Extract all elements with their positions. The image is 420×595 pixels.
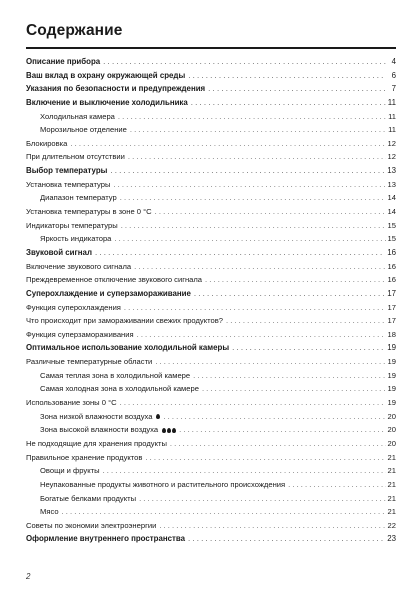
toc-entry-label: Различные температурные области	[26, 357, 153, 367]
toc-entry-label: Что происходит при замораживании свежих продуктов?	[26, 316, 223, 326]
toc-entry-label: Правильное хранение продуктов	[26, 452, 143, 462]
toc-entry-page: 7	[391, 84, 396, 94]
dot-leader	[288, 478, 385, 492]
toc-entry-page: 21	[387, 466, 396, 476]
toc-entry-page: 22	[387, 520, 396, 530]
toc-entry-page: 14	[387, 207, 396, 217]
toc-entry[interactable]	[26, 355, 396, 369]
toc-entry-page: 13	[387, 166, 396, 176]
toc-entry[interactable]	[26, 110, 396, 124]
toc-entry[interactable]	[26, 369, 396, 383]
dot-leader	[103, 55, 386, 69]
toc-entry-label: Яркость индикатора	[40, 234, 112, 244]
dot-leader	[208, 82, 386, 96]
toc-entry-label: Звуковой сигнал	[26, 247, 92, 257]
toc-entry[interactable]	[26, 232, 396, 246]
dot-leader	[170, 437, 386, 451]
toc-entry-page: 23	[387, 534, 396, 544]
toc-entry-page: 12	[387, 138, 396, 148]
toc-entry-label: Оптимальное использование холодильной камеры	[26, 343, 230, 353]
toc-entry-page: 15	[387, 220, 396, 230]
dot-leader	[124, 301, 386, 315]
dot-leader	[110, 164, 385, 178]
toc-entry-page: 15	[387, 234, 396, 244]
dot-leader	[134, 260, 385, 274]
toc-entry-label: Указания по безопасности и предупреждения	[26, 84, 206, 94]
page-title: Содержание	[26, 22, 123, 39]
toc-entry-label: Суперохлаждение и суперзамораживание	[26, 288, 191, 298]
toc-entry-label: Зона высокой влажности воздуха	[40, 425, 159, 435]
toc-entry[interactable]	[26, 246, 396, 260]
dot-leader	[70, 137, 385, 151]
dot-leader	[118, 110, 386, 124]
toc-entry[interactable]	[26, 382, 396, 396]
dot-leader	[120, 396, 386, 410]
dot-leader	[155, 205, 386, 219]
toc-entry-page: 4	[391, 57, 396, 66]
toc-entry-page: 17	[387, 288, 396, 298]
toc-entry-page: 20	[387, 411, 396, 421]
toc-entry-label: Не подходящие для хранения продукты	[26, 438, 167, 448]
toc-entry[interactable]	[26, 150, 396, 164]
toc-entry-page: 21	[387, 493, 396, 503]
toc-entry[interactable]	[26, 123, 396, 137]
toc-entry-label: Установка температуры	[26, 179, 111, 189]
dot-leader	[226, 314, 386, 328]
toc-entry-page: 16	[387, 247, 396, 257]
toc-entry-page: 19	[387, 398, 396, 408]
toc-entry-label: Включение звукового сигнала	[26, 261, 132, 271]
dot-leader	[120, 191, 386, 205]
dot-leader	[155, 355, 385, 369]
toc-entry-page: 11	[387, 97, 396, 107]
toc-entry[interactable]	[26, 341, 396, 355]
toc-entry-page: 20	[387, 425, 396, 435]
toc-entry-page: 11	[388, 111, 396, 121]
toc-entry-page: 19	[387, 343, 396, 353]
toc-entry-label: Овощи и фрукты	[40, 466, 100, 476]
toc-entry[interactable]	[26, 82, 396, 96]
toc-entry[interactable]	[26, 396, 396, 410]
humidity-drop-icon	[155, 410, 160, 424]
toc-entry-page: 11	[388, 125, 396, 135]
toc-entry[interactable]	[26, 178, 396, 192]
toc-entry[interactable]	[26, 464, 396, 478]
toc-entry[interactable]	[26, 519, 396, 533]
toc-entry-page: 12	[387, 152, 396, 162]
toc-entry[interactable]	[26, 191, 396, 205]
dot-leader	[232, 341, 385, 355]
toc-entry[interactable]	[26, 437, 396, 451]
toc-entry[interactable]	[26, 260, 396, 274]
toc-entry[interactable]	[26, 137, 396, 151]
toc-entry[interactable]	[26, 478, 396, 492]
toc-entry-page: 19	[387, 384, 396, 394]
toc-entry-page: 18	[387, 329, 396, 339]
dot-leader	[62, 505, 386, 519]
toc-entry-label: Оформление внутреннего пространства	[26, 534, 186, 544]
toc-entry-page: 6	[391, 70, 396, 80]
toc-entry-label: Диапазон температур	[40, 193, 117, 203]
toc-entry-label: Самая холодная зона в холодильной камере	[40, 384, 199, 394]
humidity-drop-icon	[161, 423, 176, 437]
dot-leader	[121, 219, 386, 233]
toc-entry[interactable]	[26, 273, 396, 287]
toc-entry-label: Зона низкой влажности воздуха	[40, 411, 153, 421]
dot-leader	[205, 273, 386, 287]
toc-entry-label: Функция суперохлаждения	[26, 302, 121, 312]
toc-entry[interactable]	[26, 164, 396, 178]
toc-entry-label: Преждевременное отключение звукового сигнала	[26, 275, 203, 285]
toc-entry[interactable]	[26, 423, 396, 437]
toc-entry-label: Включение и выключение холодильника	[26, 97, 188, 107]
toc-entry-page: 16	[387, 261, 396, 271]
dot-leader	[191, 96, 386, 110]
toc-entry-page: 21	[387, 452, 396, 462]
toc-entry-label: Морозильное отделение	[40, 125, 127, 135]
toc-entry-label: Советы по экономии электроэнергии	[26, 520, 157, 530]
dot-leader	[194, 287, 385, 301]
toc-entry-label: Неупакованные продукты животного и растительного происхождения	[40, 479, 286, 489]
dot-leader	[103, 464, 386, 478]
toc-entry-label: Холодильная камера	[40, 111, 115, 121]
toc-entry-label: Функция суперзамораживания	[26, 329, 134, 339]
toc-entry-label: Выбор температуры	[26, 166, 108, 176]
dot-leader	[113, 178, 385, 192]
dot-leader	[128, 150, 386, 164]
page-number: 2	[26, 572, 31, 581]
dot-leader	[95, 246, 385, 260]
toc-entry[interactable]	[26, 287, 396, 301]
toc-entry[interactable]	[26, 410, 396, 424]
toc-entry-page: 19	[387, 370, 396, 380]
toc-entry[interactable]	[26, 205, 396, 219]
toc-entry[interactable]	[26, 532, 396, 546]
toc-entry-label: Блокировка	[26, 138, 68, 148]
toc-entry-page: 20	[387, 438, 396, 448]
dot-leader	[179, 423, 385, 437]
table-of-contents	[26, 55, 396, 546]
dot-leader	[137, 328, 386, 342]
dot-leader	[159, 519, 385, 533]
dot-leader	[145, 451, 385, 465]
dot-leader	[188, 532, 385, 546]
toc-entry-page: 19	[387, 357, 396, 367]
toc-entry[interactable]	[26, 69, 396, 83]
toc-entry[interactable]	[26, 314, 396, 328]
toc-entry-label: Самая теплая зона в холодильной камере	[40, 370, 191, 380]
toc-entry-page: 21	[387, 507, 396, 517]
toc-entry[interactable]	[26, 451, 396, 465]
toc-entry-page: 21	[387, 479, 396, 489]
toc-entry-page: 13	[387, 179, 396, 189]
toc-entry[interactable]	[26, 219, 396, 233]
toc-entry-page: 17	[387, 316, 396, 326]
toc-entry[interactable]	[26, 301, 396, 315]
toc-entry[interactable]	[26, 328, 396, 342]
toc-entry-label: Установка температуры в зоне 0 °C	[26, 207, 152, 217]
toc-entry[interactable]	[26, 505, 396, 519]
toc-entry-label: Богатые белками продукты	[40, 493, 137, 503]
dot-leader	[188, 69, 386, 83]
dot-leader	[130, 123, 386, 137]
toc-entry[interactable]	[26, 492, 396, 506]
dot-leader	[163, 410, 385, 424]
dot-leader	[139, 492, 385, 506]
toc-entry-label: Ваш вклад в охрану окружающей среды	[26, 70, 186, 80]
dot-leader	[202, 382, 386, 396]
toc-entry-label: Использование зоны 0 °C	[26, 398, 117, 408]
title-rule	[26, 47, 396, 49]
toc-entry-label: Описание прибора	[26, 57, 101, 66]
dot-leader	[193, 369, 385, 383]
dot-leader	[114, 232, 385, 246]
toc-entry-page: 16	[387, 275, 396, 285]
toc-entry[interactable]	[26, 55, 396, 69]
toc-entry-label: Мясо	[40, 507, 59, 517]
toc-entry[interactable]	[26, 96, 396, 110]
toc-entry-page: 17	[387, 302, 396, 312]
toc-entry-page: 14	[387, 193, 396, 203]
toc-entry-label: Индикаторы температуры	[26, 220, 118, 230]
toc-entry-label: При длительном отсутствии	[26, 152, 125, 162]
